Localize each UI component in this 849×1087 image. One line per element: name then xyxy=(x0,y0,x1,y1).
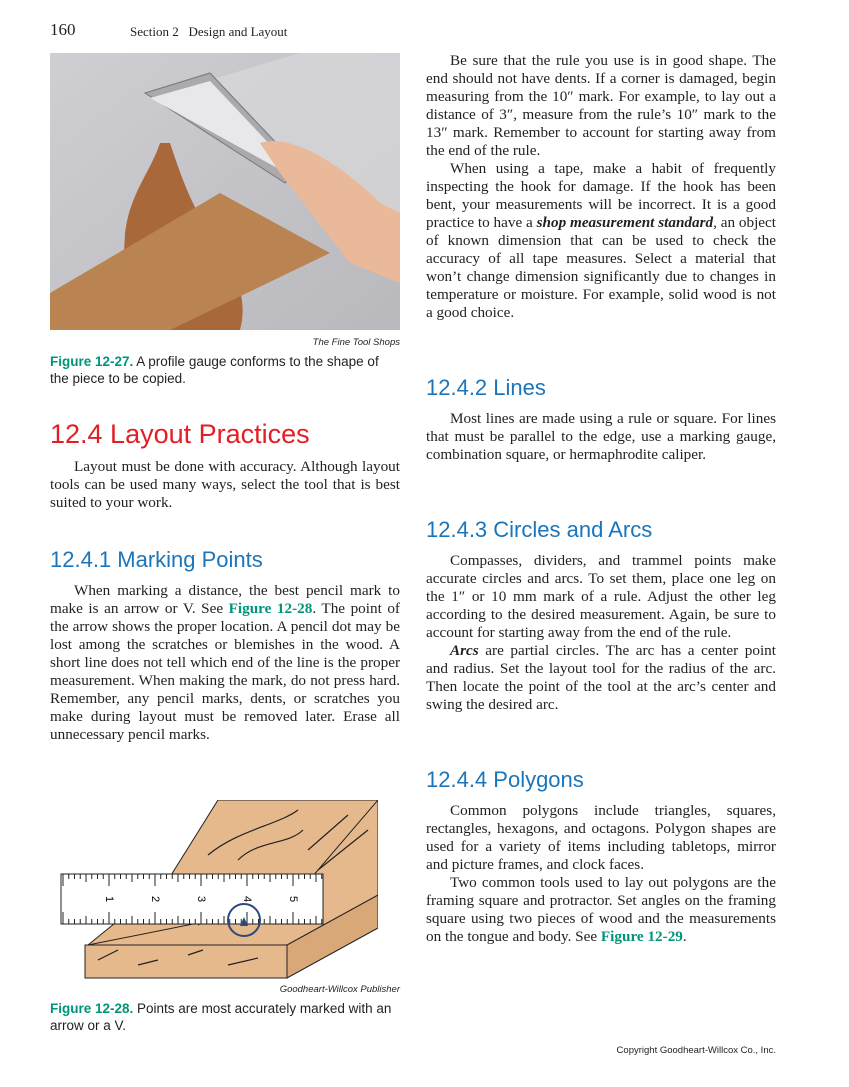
ruler-number: 5 xyxy=(287,895,299,903)
page-number: 160 xyxy=(50,20,76,39)
section-12-4-1-heading: 12.4.1 Marking Points xyxy=(50,547,263,572)
section-12-4-4-heading: 12.4.4 Polygons xyxy=(426,767,584,792)
figure-12-28-link[interactable]: Figure 12-28 xyxy=(228,600,313,617)
paragraph: Be sure that the rule you use is in good shape. The end should not have dents. If a corner is damaged, begin measuring from the 10″ mark. For example, to lay out a distance of 3″, measure from the rule’s 10″ mark to the 13″ mark. Remember to account for starting away from the end of the rule. xyxy=(426,52,776,159)
paragraph: Layout must be done with accuracy. Although layout tools can be used many ways, select the tool that is best suited to your work. xyxy=(50,458,400,511)
figure-12-29-link[interactable]: Figure 12-29 xyxy=(600,928,683,945)
ruler-number: 4 xyxy=(241,895,253,903)
key-term: Arcs xyxy=(450,642,479,659)
copyright-notice: Copyright Goodheart-Willcox Co., Inc. xyxy=(616,1045,776,1056)
paragraph: Compasses, dividers, and trammel points make accurate circles and arcs. To set them, place one leg on the 1″ or 10 mm mark of a rule. Adjust the other leg according to the desired measurement. Again, be sure to account for starting away from the end of the rule. xyxy=(426,552,776,641)
key-term: shop measurement standard xyxy=(536,214,714,231)
figure-label: Figure 12-27. xyxy=(50,354,134,369)
figure-12-27-caption xyxy=(50,353,400,387)
figure-12-27-credit: The Fine Tool Shops xyxy=(312,337,400,348)
running-header: Section 2 Design and Layout xyxy=(130,24,288,39)
section-12-4-heading: 12.4 Layout Practices xyxy=(50,419,310,449)
ruler-number: 3 xyxy=(195,895,207,903)
figure-label: Figure 12-28. xyxy=(50,1001,134,1016)
caption-text: A profile gauge conforms to the shape of the piece to be copied. xyxy=(50,354,379,386)
ruler xyxy=(61,874,323,924)
figure-12-28-caption xyxy=(50,1000,400,1034)
figure-12-28-credit: Goodheart-Willcox Publisher xyxy=(279,984,400,995)
caption-text: Points are most accurately marked with an arrow or a V. xyxy=(50,1001,392,1033)
paragraph: Arcs are partial circles. The arc has a center point and radius. Set the layout tool for the radius of the arc. Then locate the point of the tool at the arc’s center and swing the desired arc. xyxy=(426,642,776,713)
profile-gauge-photo xyxy=(50,53,400,330)
paragraph: When marking a distance, the best pencil mark to make is an arrow or V. See Figure 12-28. The point of the arrow shows the proper location. A pencil dot may be lost among the scratches or blemishes in the wood. A short line does not tell which end of the line is the proper measurement. When making the mark, do not press hard. Remember, any pencil marks, dents, or scratches you make during layout must be removed later. Erase all unnecessary pencil marks. xyxy=(50,582,400,743)
paragraph: Two common tools used to lay out polygons are the framing square and protractor. Set angles on the framing square using two pieces of wood and the measurements on the tongue and body. See Figure 12-29. xyxy=(426,874,776,945)
paragraph: Most lines are made using a rule or square. For lines that must be parallel to the edge, use a marking gauge, combination square, or hermaphrodite caliper. xyxy=(426,410,776,463)
paragraph: Common polygons include triangles, squares, rectangles, hexagons, and octagons. Polygon shapes are used for a variety of items including tabletops, mirror and picture frames, and clock faces. xyxy=(426,802,776,873)
section-12-4-2-heading: 12.4.2 Lines xyxy=(426,375,546,400)
paragraph: When using a tape, make a habit of frequently inspecting the hook for damage. If the hook has been bent, your measurements will be incorrect. It is a good practice to have a shop measurement standard, an object of known dimension that can be used to check the accuracy of all tape measures. Select a material that won’t change dimension significantly due to changes in temperature or moisture. For example, solid wood is not a good choice. xyxy=(426,160,776,321)
ruler-number: 1 xyxy=(103,895,115,903)
section-12-4-3-heading: 12.4.3 Circles and Arcs xyxy=(426,517,653,542)
ruler-on-board-illustration xyxy=(58,800,378,980)
ruler-number: 2 xyxy=(149,895,161,903)
